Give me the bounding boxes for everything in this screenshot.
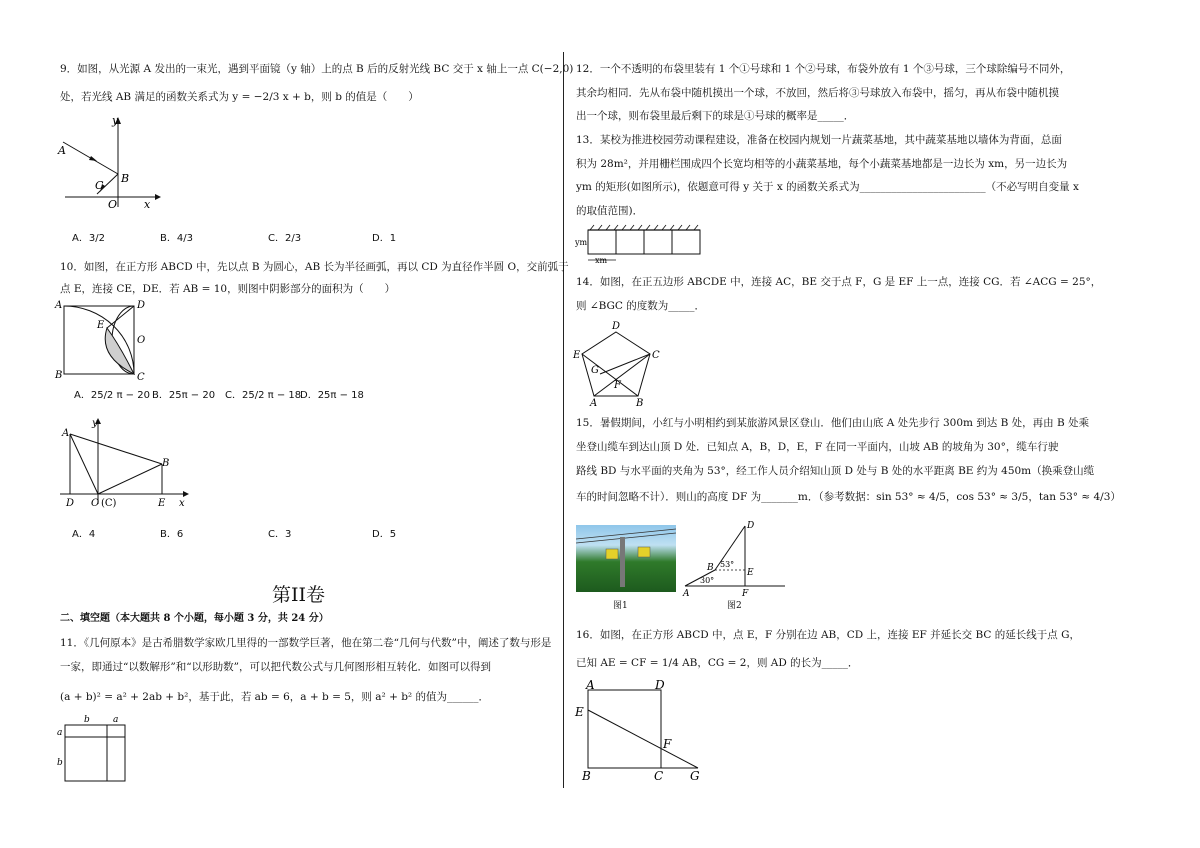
q16-label-a: A [586, 678, 595, 692]
q9-option-b: B．4/3 [160, 233, 193, 244]
q11-figure [55, 713, 135, 785]
section-heading: 二、填空题（本大题共 8 个小题，每小题 3 分，共 24 分） [60, 613, 329, 624]
q12-line3: 出一个球，则布袋里最后剩下的球是①号球的概率是_____． [576, 110, 855, 122]
q10-label-e: E [97, 320, 105, 331]
q15-line2: 坐登山缆车到达山顶 D 处．已知点 A，B，D，E，F 在同一平面内，山坡 AB 的坡角为 30°，缆车行驶 [576, 441, 1059, 453]
q15-line1: 15．暑假期间，小红与小明相约到某旅游风景区登山．他们由山底 A 处先步行 300m 到达 B 处，再由 B 处乘 [576, 417, 1090, 429]
q14-label-c: C [652, 350, 660, 361]
q16-label-g: G [690, 769, 700, 783]
q11-label-top-b: b [84, 715, 90, 725]
q13-line2: 积为 28m²，并用栅栏围成四个长宽均相等的小蔬菜基地，每个小蔬菜基地都是一边长为 xm，另一边长为 [576, 158, 1068, 170]
q10-label-o: O [137, 335, 146, 346]
q13-figure [574, 224, 704, 266]
q15-label-f: F [742, 589, 749, 598]
q13-line3: ym 的矩形(如图所示)，依题意可得 y 关于 x 的函数关系式为________________________（不必写明自变量 x [576, 181, 1079, 193]
q11-line2: 一家，即通过“以数解形”和“以形助数”，可以把代数公式与几何图形相互转化．如图可以得到 [60, 661, 491, 673]
graph-label-d: D [66, 498, 75, 509]
q9-label-a: A [58, 144, 66, 157]
q16-label-e: E [575, 705, 584, 719]
q9-option-c: C．2/3 [268, 233, 302, 244]
q16-line2: 已知 AE = CF = 1/4 AB，CG = 2，则 AD 的长为_____． [576, 657, 859, 669]
graph-label-c: (C) [101, 498, 117, 509]
q14-line2: 则 ∠BGC 的度数为_____． [576, 300, 706, 312]
q13-line4: 的取值范围)． [576, 205, 644, 217]
q11-label-left-a: a [57, 728, 63, 738]
q15-label-angle30: 30° [700, 576, 715, 585]
q16-label-c: C [654, 769, 664, 783]
section-title: 第II卷 [272, 584, 326, 606]
q15-label-angle53: 53° [720, 560, 735, 569]
q10-label-d: D [137, 300, 146, 311]
q10-line2: 点 E，连接 CE，DE．若 AB = 10，则图中阴影部分的面积为（ ） [60, 283, 396, 295]
q16-label-f: F [663, 737, 672, 751]
q9-option-d: D．1 [372, 233, 397, 244]
q9-label-y: y [112, 114, 119, 127]
cable-car-photo [576, 525, 676, 592]
q9-label-o: O [108, 198, 118, 211]
q10-option-d: D．25π − 18 [300, 390, 364, 401]
q10-option-b: B．25π − 20 [152, 390, 216, 401]
q9-figure [55, 112, 165, 212]
q12-line2: 其余均相同．先从布袋中随机摸出一个球，不放回，然后将③号球放入布袋中，摇匀，再从布袋中随机摸 [576, 87, 1059, 99]
q14-label-b: B [636, 398, 644, 408]
graph-option-a: A．4 [72, 529, 96, 540]
q14-label-g: G [591, 365, 599, 376]
q16-label-b: B [582, 769, 591, 783]
q14-label-f: F [614, 380, 621, 391]
q10-label-a: A [55, 300, 63, 311]
q11-line3: (a + b)² = a² + 2ab + b²，基于此，若 ab = 6，a + b = 5，则 a² + b² 的值为______． [60, 691, 489, 703]
q16-line1: 16．如图，在正方形 ABCD 中，点 E，F 分别在边 AB，CD 上，连接 EF 并延长交 BC 的延长线于点 G， [576, 629, 1081, 641]
q15-line3: 路线 BD 与水平面的夹角为 53°，经工作人员介绍知山顶 D 处与 B 处的水平距离 BE 约为 450m（换乘登山缆 [576, 465, 1095, 477]
q13-label-ym: ym [575, 238, 588, 247]
q15-label-b: B [707, 563, 714, 573]
q14-label-d: D [612, 321, 621, 332]
q15-label-a: A [683, 589, 690, 598]
q16-figure [572, 678, 707, 783]
q15-label-e: E [747, 568, 754, 578]
graph-label-b: B [162, 458, 170, 469]
q10-label-c: C [137, 372, 145, 383]
q10-figure [52, 298, 162, 383]
column-divider [563, 52, 564, 788]
graph-label-e: E [158, 498, 166, 509]
q14-line1: 14．如图，在正五边形 ABCDE 中，连接 AC，BE 交于点 F，G 是 EF 上一点，连接 CG．若 ∠ACG = 25°， [576, 276, 1102, 288]
q9-label-c: C [95, 179, 104, 192]
q9-label-x: x [144, 198, 151, 211]
q12-line1: 12．一个不透明的布袋里装有 1 个①号球和 1 个②号球，布袋外放有 1 个③号球，三个球除编号不同外， [576, 63, 1071, 75]
q11-label-top-a: a [113, 715, 119, 725]
q9-line2: 处，若光线 AB 满足的函数关系式为 y = −2/3 x + b，则 b 的值是（ ） [60, 91, 419, 103]
q15-fig1-caption: 图1 [613, 601, 628, 611]
q11-label-left-b: b [57, 758, 63, 768]
q13-label-xm: xm [595, 256, 608, 265]
q15-fig2-caption: 图2 [727, 601, 742, 611]
q14-figure [572, 318, 672, 408]
q10-option-c: C．25/2 π − 18 [225, 390, 302, 401]
graph-label-a: A [62, 428, 70, 439]
graph-label-o: O [91, 498, 100, 509]
q10-line1: 10．如图，在正方形 ABCD 中，先以点 B 为圆心，AB 长为半径画弧，再以 CD 为直径作半圆 O，交前弧于 [60, 261, 569, 273]
q15-line4: 车的时间忽略不计）．则山的高度 DF 为_______m．（参考数据：sin 53° ≈ 4/5，cos 53° ≈ 3/5，tan 53° ≈ 4/3） [576, 491, 1121, 503]
q14-label-e: E [573, 350, 581, 361]
q9-option-a: A．3/2 [72, 233, 105, 244]
q14-label-a: A [590, 398, 598, 408]
q13-line1: 13．某校为推进校园劳动课程建设，准备在校园内规划一片蔬菜基地，其中蔬菜基地以墙体为背面，总面 [576, 134, 1062, 146]
q9-label-b: B [121, 172, 130, 185]
q15-figure2 [680, 518, 790, 598]
graph-label-y: y [92, 418, 98, 429]
q10-label-b: B [55, 370, 63, 381]
q11-line1: 11．《几何原本》是古希腊数学家欧几里得的一部数学巨著，他在第二卷“几何与代数”中，阐述了数与形是 [60, 637, 552, 649]
graph-figure [55, 414, 195, 510]
graph-label-x: x [179, 498, 185, 509]
q9-line1: 9．如图，从光源 A 发出的一束光，遇到平面镜（y 轴）上的点 B 后的反射光线 BC 交于 x 轴上一点 C(−2,0) [60, 63, 574, 75]
q16-label-d: D [655, 678, 665, 692]
graph-option-c: C．3 [268, 529, 292, 540]
graph-option-b: B．6 [160, 529, 184, 540]
q15-label-d: D [747, 521, 755, 531]
q10-option-a: A．25/2 π − 20 [74, 390, 150, 401]
graph-option-d: D．5 [372, 529, 397, 540]
